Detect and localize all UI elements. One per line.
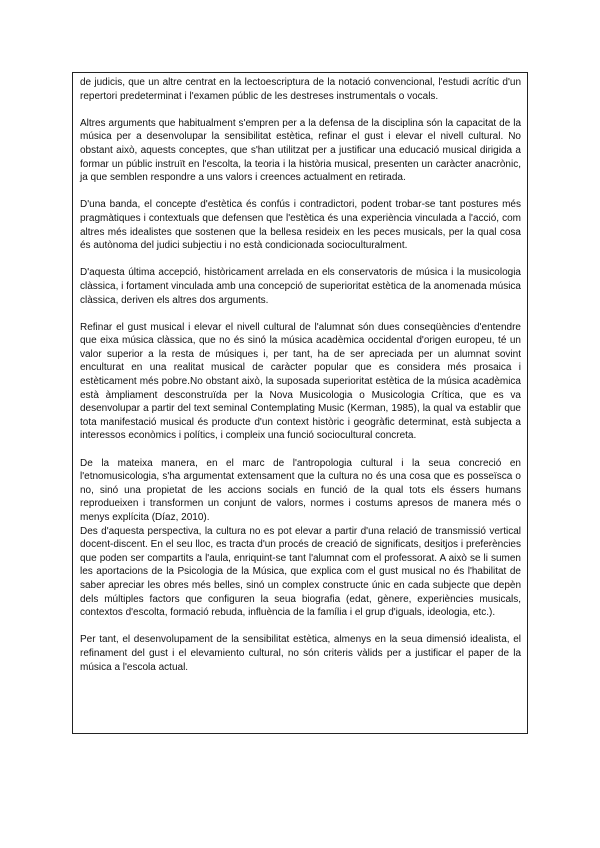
paragraph-judicis: de judicis, que un altre centrat en la lectoescriptura de la notació convencional, l'estudi acrític d'un repertori predeterminat i l'examen públic de les destreses instrumentals o vocals. bbox=[80, 77, 521, 102]
paragraph-concepte-estetica: D'una banda, el concepte d'estètica és confús i contradictori, podent trobar-se tant postures més pragmàtiques i contextuals que defensen que l'estètica és una experiència vinculada a l'acció, com altres més idealistes que sostenen que la bellesa resideix en les peces musicals, per la qual cosa és autònoma del judici subjectiu i no està condicionada socioculturalment. bbox=[80, 199, 521, 252]
paragraph-conclusio: Per tant, el desenvolupament de la sensibilitat estètica, almenys en la seua dimensió idealista, el refinament del gust i el elevamiento cultural, no són criteris vàlids per a justificar el paper de la música a l'escola actual. bbox=[80, 634, 521, 673]
paragraph-refinar-gust: Refinar el gust musical i elevar el nivell cultural de l'alumnat són dues conseqüències d'entendre que eixa música clàssica, que no és sinó la música acadèmica occidental d'origen europeu, té un valor superior a la resta de músiques i, per tant, ha de ser apreciada per un alumnat sovint enculturat en una realitat musical de caràcter popular que es considera més prosaica i estèticament més pobre.No obstant això, la suposada superioritat estètica de la música acadèmica està àmpliament desconstruïda per la Nova Musicologia o Musicologia Crítica, que es va desenvolupar a partir del text seminal Contemplating Music (Kerman, 1985), la qual va establir que tota manifestació musical és producte d'un context històric i geogràfic determinat, està subjecta a interessos econòmics i polítics, i compleix una funció sociocultural concreta. bbox=[80, 321, 521, 442]
document-body bbox=[80, 76, 521, 674]
paragraph-perspectiva-cultura: Des d'aquesta perspectiva, la cultura no es pot elevar a partir d'una relació de transmissió vertical docent-discent. En el seu lloc, es tracta d'un procés de creació de significats, desitjos i preferències que poden ser compartits a l'aula, enriquint-se tant l'alumnat com el professorat. A això se li sumen les aportacions de la Psicologia de la Música, que explica com el gust musical no és l'habilitat de saber apreciar les obres més belles, sinó un complex constructe únic en cada subjecte que depèn dels múltiples factors que configuren la seua biografia (edat, gènere, experiències musicals, contextos d'escolta, formació rebuda, influència de la família i el grup d'iguals, ideologia, etc.). bbox=[80, 525, 521, 619]
paragraph-ultima-accepcio: D'aquesta última accepció, històricament arrelada en els conservatoris de música i la musicologia clàssica, i fortament vinculada amb una concepció de superioritat estètica de la anomenada música clàssica, deriven els altres dos arguments. bbox=[80, 267, 521, 306]
paragraph-antropologia-cultural: De la mateixa manera, en el marc de l'antropologia cultural i la seua concreció en l'etnomusicologia, s'ha argumentat extensament que la cultura no és una cosa que es posseïsca o no, sinó una propietat de les accions socials en funció de la qual tots els éssers humans reprodueixen i transformen un conjunt de valors, normes i costums apresos de manera més o menys explícita (Díaz, 2010). bbox=[80, 457, 521, 523]
paragraph-altres-arguments: Altres arguments que habitualment s'empren per a la defensa de la disciplina són la capacitat de la música per a desenvolupar la sensibilitat estètica, refinar el gust i elevar el nivell cultural. No obstant això, aquests conceptes, que s'han utilitzat per a justificar una educació musical dirigida a formar un públic instruït en l'escolta, la teoria i la història musical, presenten un caràcter anacrònic, ja que semblen respondre a uns valors i creences actualment en retirada. bbox=[80, 117, 521, 184]
